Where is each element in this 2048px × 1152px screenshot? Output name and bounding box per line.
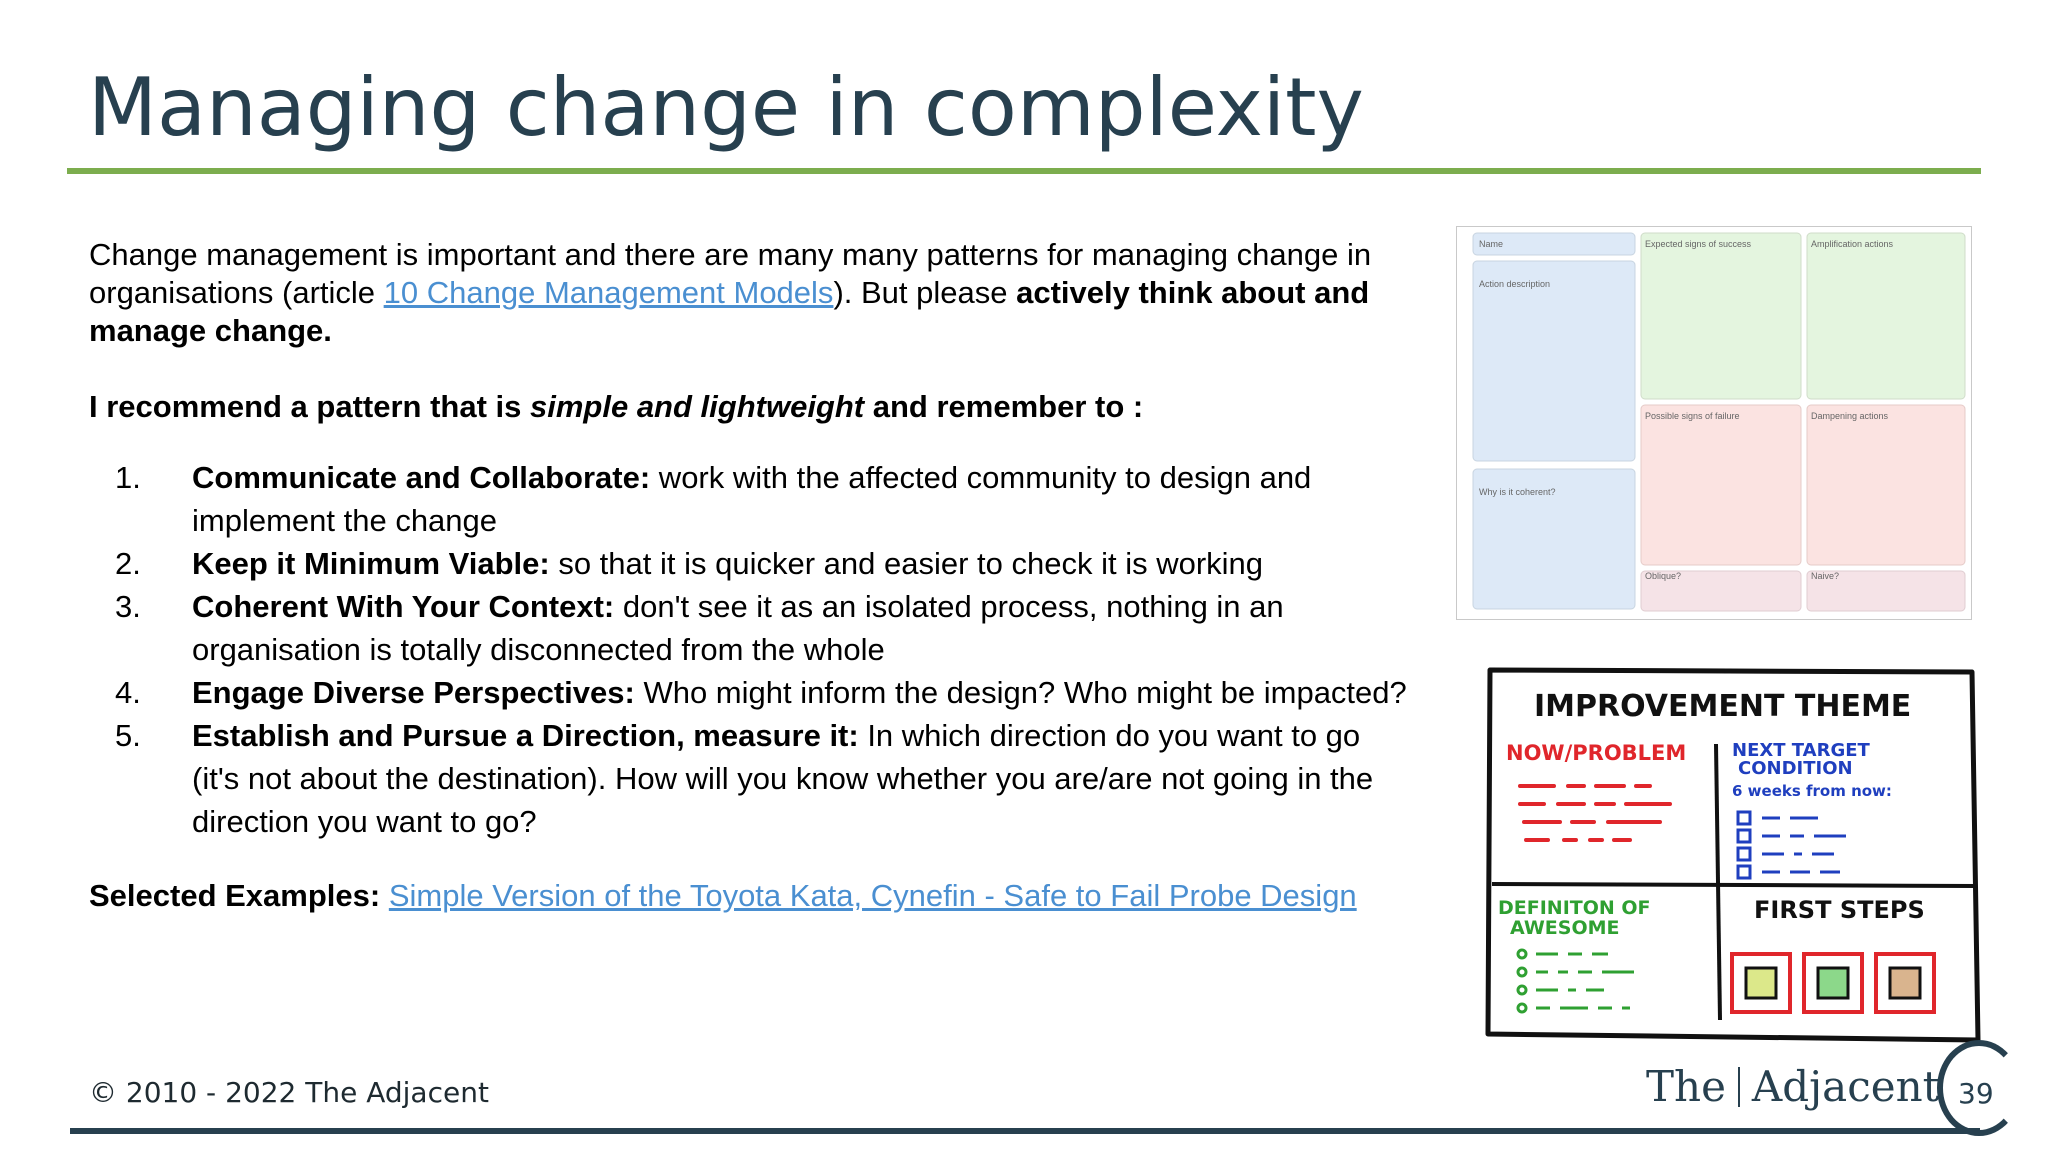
sketch-now-problem: NOW/PROBLEM [1506, 741, 1687, 765]
recommend-text-2: and remember to : [864, 389, 1144, 424]
examples-label: Selected Examples: [89, 878, 381, 913]
step-number: 5. [115, 718, 141, 753]
recommend-italic: simple and lightweight [530, 389, 865, 424]
step-text: don't see it as an isolated process, nothing in an organisation is totally disconnected from the whole [192, 589, 1284, 667]
steps-list [89, 456, 1409, 843]
brand-separator [1738, 1067, 1740, 1107]
brand-right: Adjacent [1751, 1062, 1940, 1111]
step-text: In which direction do you want to go (it's not about the destination). How will you know whether you are/are not going in the direction you want to go? [192, 718, 1374, 839]
change-models-link[interactable]: 10 Change Management Models [383, 275, 834, 310]
action-form-graphic [1457, 227, 1971, 619]
step-heading: Keep it Minimum Viable: [192, 546, 550, 581]
page-number: 39 [1958, 1077, 1994, 1110]
sketch-definition-1: DEFINITON OF [1498, 897, 1651, 919]
step-number: 2. [115, 546, 141, 581]
step-text: work with the affected community to design and implement the change [192, 460, 1312, 538]
form-label-amplification: Amplification actions [1811, 239, 1894, 249]
footer-rule [70, 1128, 1980, 1134]
intro-paragraph [89, 236, 1409, 350]
sketch-first-steps: FIRST STEPS [1754, 896, 1925, 924]
step-heading: Establish and Pursue a Direction, measure it: [192, 718, 859, 753]
slide-body [89, 236, 1409, 915]
form-label-naive: Naive? [1811, 571, 1840, 581]
step-heading: Communicate and Collaborate: [192, 460, 651, 495]
step-text: so that it is quicker and easier to check it is working [549, 546, 1264, 581]
list-item [89, 542, 1409, 585]
examples-paragraph [89, 877, 1409, 915]
recommend-paragraph [89, 388, 1409, 426]
action-form-image [1456, 226, 1972, 620]
brand-left: The [1646, 1062, 1726, 1111]
form-label-dampening: Dampening actions [1811, 411, 1889, 421]
list-item [89, 456, 1409, 542]
slide-title: Managing change in complexity [88, 61, 1364, 154]
step-text: Who might inform the design? Who might be impacted? [634, 675, 1407, 710]
intro-text-1: Change management is important and there are many many patterns for managing change in organisations (article [89, 237, 1372, 310]
form-label-success: Expected signs of success [1645, 239, 1752, 249]
step-number: 3. [115, 589, 141, 624]
footer-copyright: © 2010 - 2022 The Adjacent [89, 1076, 489, 1109]
list-item [89, 671, 1409, 714]
list-item [89, 585, 1409, 671]
sketch-next-target-2: CONDITION [1738, 758, 1853, 779]
form-label-action: Action description [1479, 279, 1551, 289]
intro-bold: actively think about and manage change. [89, 275, 1370, 348]
step-number: 4. [115, 675, 141, 710]
improvement-theme-graphic [1484, 664, 1984, 1044]
brand-logo [1646, 1062, 1940, 1111]
recommend-text-1: I recommend a pattern that is [89, 389, 530, 424]
list-item [89, 714, 1409, 843]
form-label-name: Name [1479, 239, 1504, 249]
improvement-theme-sketch [1484, 664, 1984, 1044]
intro-text-2: ). But please [833, 275, 1017, 310]
form-label-coherent: Why is it coherent? [1479, 487, 1556, 497]
step-number: 1. [115, 460, 141, 495]
sketch-title: IMPROVEMENT THEME [1534, 689, 1912, 724]
form-label-failure: Possible signs of failure [1645, 411, 1740, 421]
step-heading: Engage Diverse Perspectives: [192, 675, 635, 710]
sketch-next-target-1: NEXT TARGET [1732, 740, 1870, 761]
sketch-six-weeks: 6 weeks from now: [1732, 782, 1892, 800]
sketch-definition-2: AWESOME [1510, 917, 1620, 939]
examples-link[interactable]: Simple Version of the Toyota Kata, Cynefin - Safe to Fail Probe Design [388, 878, 1357, 913]
step-heading: Coherent With Your Context: [192, 589, 615, 624]
title-underline [67, 168, 1981, 174]
form-label-oblique: Oblique? [1645, 571, 1682, 581]
